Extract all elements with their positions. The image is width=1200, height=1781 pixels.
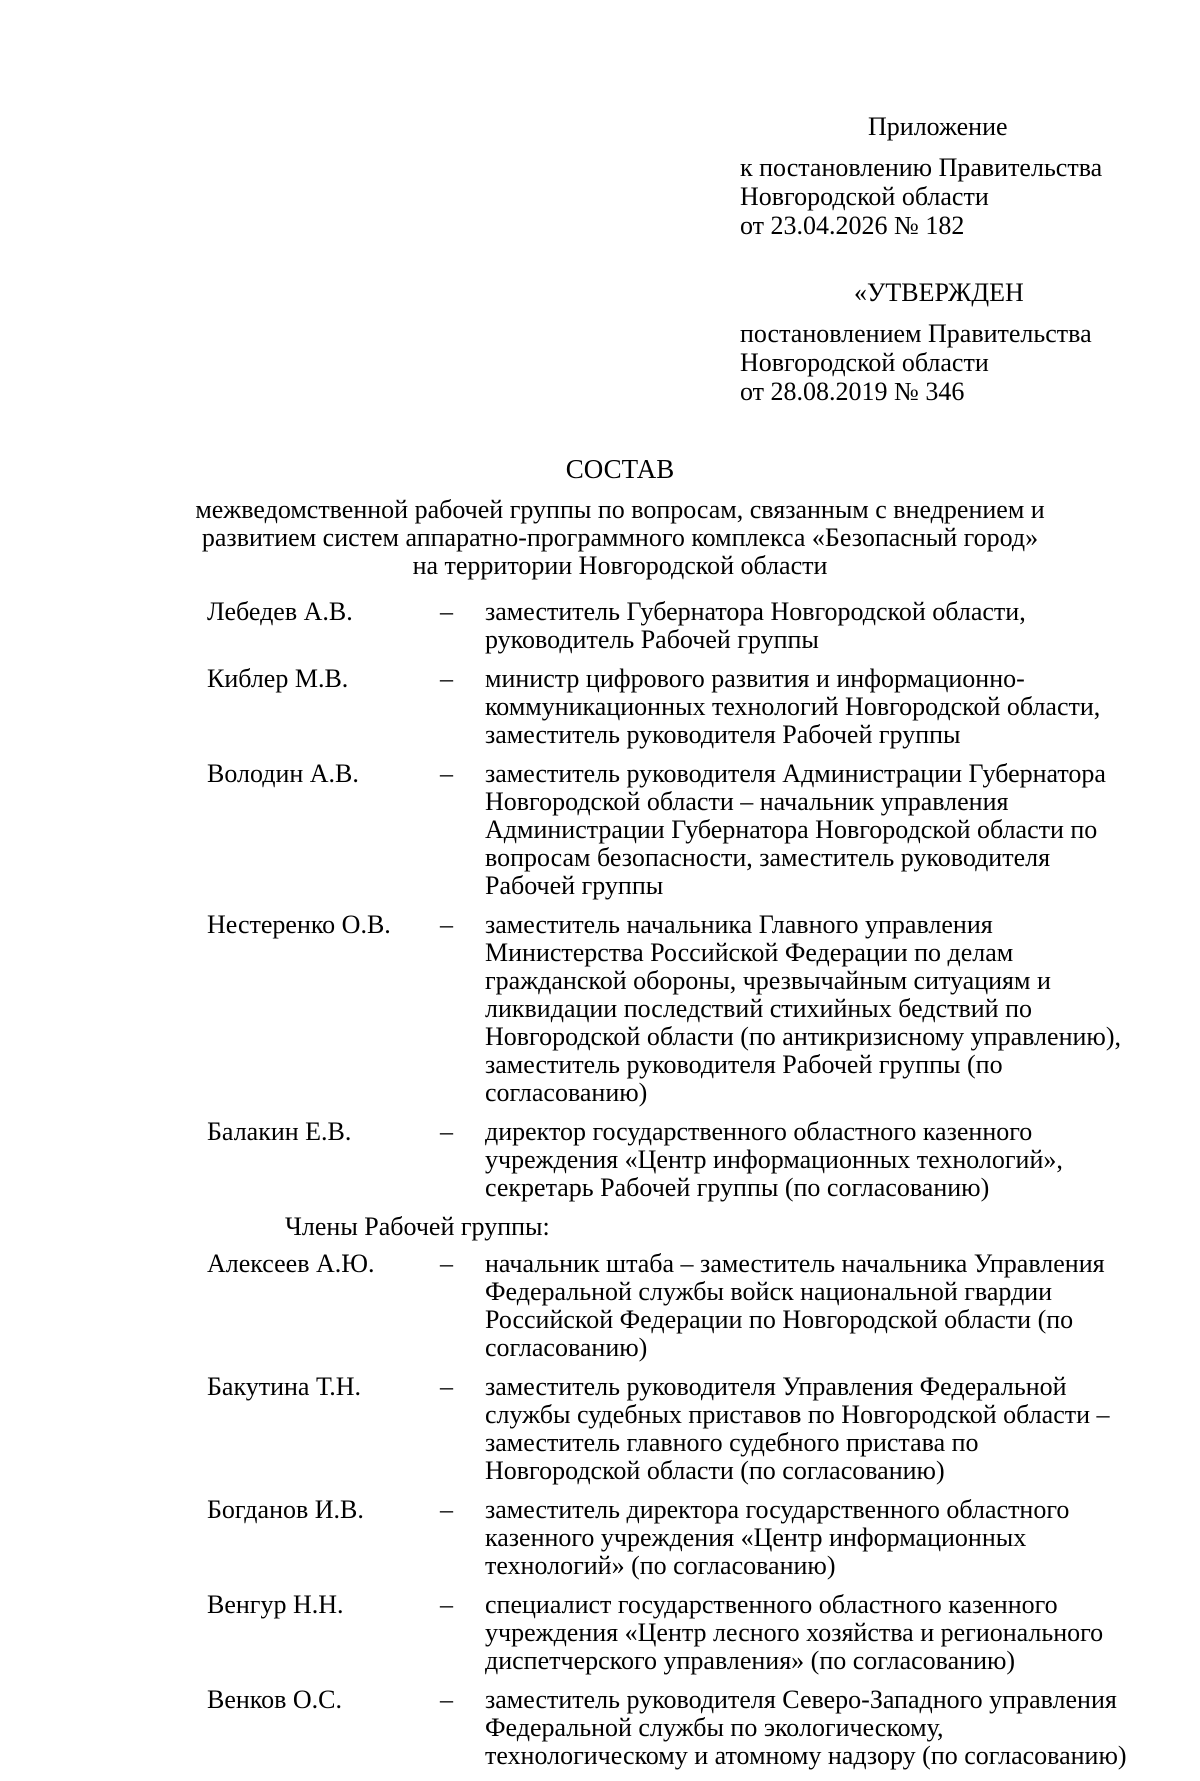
dash-separator: – xyxy=(440,1249,453,1278)
dash-separator: – xyxy=(440,597,453,626)
member-row xyxy=(207,1686,1167,1770)
dash-separator: – xyxy=(440,910,453,939)
dash-separator: – xyxy=(440,1495,453,1524)
dash-separator: – xyxy=(440,759,453,788)
members-section-label: Члены Рабочей группы: xyxy=(285,1212,550,1241)
member-role: заместитель Губернатора Новгородской области, руководитель Рабочей группы xyxy=(485,597,1026,654)
appendix-title: Приложение xyxy=(868,112,1008,141)
document-heading xyxy=(150,452,1090,580)
member-row xyxy=(207,1496,1167,1580)
leadership-row xyxy=(207,760,1167,900)
member-row xyxy=(207,1591,1167,1675)
member-role: специалист государственного областного казенного учреждения «Центр лесного хозяйства и регионального диспетчерского управления» (по согласованию) xyxy=(485,1590,1104,1675)
member-row xyxy=(207,1373,1167,1485)
approved-line: Новгородской области xyxy=(740,348,989,377)
member-name: Балакин Е.В. xyxy=(207,1117,352,1146)
member-name: Киблер М.В. xyxy=(207,664,349,693)
member-name: Володин А.В. xyxy=(207,759,359,788)
dash-separator: – xyxy=(440,1372,453,1401)
document-title: СОСТАВ xyxy=(565,454,675,484)
member-role: директор государственного областного казенного учреждения «Центр информационных технологий», секретарь Рабочей группы (по согласованию) xyxy=(485,1117,1063,1202)
dash-separator: – xyxy=(440,1685,453,1714)
dash-separator: – xyxy=(440,1590,453,1619)
member-role: заместитель руководителя Администрации Губернатора Новгородской области – начальник управления Администрации Губернатора Новгородской области по вопросам безопасности, заместитель руководителя Рабочей группы xyxy=(485,759,1106,900)
approved-block xyxy=(740,278,1160,406)
member-name: Богданов И.В. xyxy=(207,1495,364,1524)
document-subtitle-line: развитием систем аппаратно-программного комплекса «Безопасный город» xyxy=(201,523,1039,552)
appendix-line: от 23.04.2026 № 182 xyxy=(740,211,965,240)
dash-separator: – xyxy=(440,1117,453,1146)
leadership-row xyxy=(207,1118,1167,1202)
member-name: Венков О.С. xyxy=(207,1685,343,1714)
composition-list xyxy=(207,598,1167,1781)
member-role: заместитель директора государственного областного казенного учреждения «Центр информационных технологий» (по согласованию) xyxy=(485,1495,1070,1580)
leadership-row xyxy=(207,598,1167,654)
member-name: Бакутина Т.Н. xyxy=(207,1372,362,1401)
member-name: Алексеев А.Ю. xyxy=(207,1249,375,1278)
member-name: Нестеренко О.В. xyxy=(207,910,391,939)
appendix-block xyxy=(740,112,1160,240)
approved-line: от 28.08.2019 № 346 xyxy=(740,377,965,406)
member-role: заместитель руководителя Северо-Западного управления Федеральной службы по экологическому, технологическому и атомному надзору (по согласованию) xyxy=(485,1685,1127,1770)
member-role: заместитель начальника Главного управления Министерства Российской Федерации по делам гражданской обороны, чрезвычайным ситуациям и ликвидации последствий стихийных бедствий по Новгородской области (по антикризисному управлению), заместитель руководителя Рабочей группы (по согласованию) xyxy=(485,910,1121,1107)
leadership-row xyxy=(207,911,1167,1107)
member-name: Венгур Н.Н. xyxy=(207,1590,344,1619)
dash-separator: – xyxy=(440,664,453,693)
approved-line: постановлением Правительства xyxy=(740,319,1092,348)
document-subtitle-line: межведомственной рабочей группы по вопросам, связанным с внедрением и xyxy=(195,495,1045,524)
document-subtitle-line: на территории Новгородской области xyxy=(412,551,828,580)
appendix-line: Новгородской области xyxy=(740,182,989,211)
approved-title: «УТВЕРЖДЕН xyxy=(854,278,1024,307)
member-name: Лебедев А.В. xyxy=(207,597,353,626)
appendix-line: к постановлению Правительства xyxy=(740,153,1103,182)
member-role: министр цифрового развития и информационно-коммуникационных технологий Новгородской области, заместитель руководителя Рабочей группы xyxy=(485,664,1101,749)
member-role: начальник штаба – заместитель начальника Управления Федеральной службы войск национальной гвардии Российской Федерации по Новгородской области (по согласованию) xyxy=(485,1249,1105,1362)
member-row xyxy=(207,1250,1167,1362)
member-role: заместитель руководителя Управления Федеральной службы судебных приставов по Новгородской области – заместитель главного судебного пристава по Новгородской области (по согласованию) xyxy=(485,1372,1110,1485)
leadership-row xyxy=(207,665,1167,749)
